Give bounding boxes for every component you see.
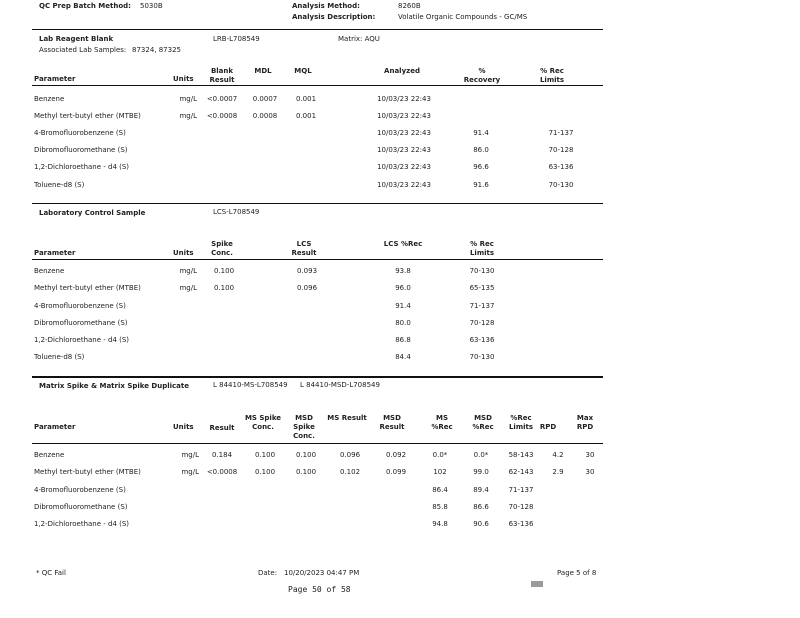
batch-method-value: 5030B [140,2,163,10]
ms-row-msd-rec: 89.4 [473,486,489,494]
lrb-title: Lab Reagent Blank [39,35,114,43]
ms-row-ms-rec: 0.0* [432,451,448,459]
qc-fail-note: * QC Fail [36,569,66,577]
footer-page-short: Page 5 of 8 [557,569,597,577]
analysis-description-value: Volatile Organic Compounds - GC/MS [398,13,528,21]
ms-row-param: Dibromofluoromethane (S) [34,503,128,511]
ms-col-result: Result [209,424,235,432]
lrb-row-param: Methyl tert-butyl ether (MTBE) [34,112,141,120]
ms-col-ms-spike: MS Spike [244,414,282,422]
lrb-row-mql: 0.001 [295,112,317,120]
analysis-description-label: Analysis Description: [292,13,376,21]
lrb-row-analyzed: 10/03/23 22:43 [377,112,431,120]
ms-col-msd-rec-1: MSD [474,414,492,422]
lrb-col-pct: % [478,67,486,75]
ms-row-msd-rec: 99.0 [473,468,489,476]
lrb-col-pct-rec: % Rec [540,67,564,75]
ms-row-ms-rec: 102 [433,468,447,476]
ms-col-ms-conc: Conc. [252,423,274,431]
analysis-method-label: Analysis Method: [292,2,360,10]
ms-row-ms-result: 0.096 [339,451,361,459]
lcs-col-pct-rec: % Rec [470,240,494,248]
lcs-header-rule [32,259,603,260]
ms-row-param: Benzene [34,451,65,459]
lcs-row-param: Methyl tert-butyl ether (MTBE) [34,284,141,292]
lrb-row-analyzed: 10/03/23 22:43 [377,129,431,137]
ms-col-units: Units [173,423,194,431]
lcs-end-rule [32,376,603,378]
lrb-row-rec: 91.4 [473,129,489,137]
ms-col-rec-limits-1: %Rec [510,414,532,422]
ms-row-ms-result: 0.102 [339,468,361,476]
ms-row-limits: 63-136 [508,520,534,528]
ms-row-param: 4-Bromofluorobenzene (S) [34,486,126,494]
lcs-row-param: Benzene [34,267,65,275]
ms-col-msd: MSD [295,414,313,422]
lcs-row-limits: 70-130 [469,353,495,361]
ms-row-ms-rec: 94.8 [432,520,448,528]
lrb-row-analyzed: 10/03/23 22:43 [377,163,431,171]
lcs-row-param: Toluene-d8 (S) [34,353,85,361]
lcs-title: Laboratory Control Sample [39,209,146,217]
lrb-row-analyzed: 10/03/23 22:43 [377,146,431,154]
ms-col-ms-rec-2: %Rec [431,423,453,431]
footer-date-value: 10/20/2023 04:47 PM [284,569,360,577]
ms-col-msd-result-2: Result [379,423,405,431]
lrb-row-units: mg/L [179,112,197,120]
lrb-col-blank: Blank [210,67,234,75]
lrb-col-mql: MQL [294,67,312,75]
ms-id: L 84410-MS-L708549 [213,381,288,389]
lrb-row-limits: 71-137 [548,129,574,137]
lcs-col-lcs: LCS [296,240,312,248]
lcs-row-rec: 86.8 [395,336,411,344]
ms-row-msd-rec: 86.6 [473,503,489,511]
ms-row-rpd: 2.9 [552,468,564,476]
ms-col-ms-rec-1: MS [435,414,449,422]
ms-col-msd-conc: Conc. [293,432,315,440]
ms-row-msd-rec: 90.6 [473,520,489,528]
lrb-col-mdl: MDL [254,67,272,75]
lcs-row-limits: 70-130 [469,267,495,275]
ms-row-max-rpd: 30 [585,468,595,476]
batch-method-label: QC Prep Batch Method: [39,2,131,10]
lcs-col-lcs-rec: LCS %Rec [383,240,423,248]
ms-col-parameter: Parameter [34,423,76,431]
lrb-col-parameter: Parameter [34,75,76,83]
lrb-col-result: Result [209,76,235,84]
lrb-row-rec: 91.6 [473,181,489,189]
lcs-col-limits: Limits [469,249,495,257]
lcs-row-param: 4-Bromofluorobenzene (S) [34,302,126,310]
lcs-row-param: 1,2-Dichloroethane - d4 (S) [34,336,130,344]
lrb-row-limits: 70-128 [548,146,574,154]
lrb-row-param: Dibromofluoromethane (S) [34,146,128,154]
lrb-row-rec: 86.0 [473,146,489,154]
lrb-row-result: <0.0008 [206,112,238,120]
lcs-row-result: 0.093 [296,267,318,275]
ms-row-limits: 58-143 [508,451,534,459]
lrb-col-limits: Limits [539,76,565,84]
lcs-row-rec: 96.0 [395,284,411,292]
lrb-row-analyzed: 10/03/23 22:43 [377,95,431,103]
lcs-col-result: Result [291,249,317,257]
lcs-row-rec: 84.4 [395,353,411,361]
lcs-row-limits: 65-135 [469,284,495,292]
analysis-method-value: 8260B [398,2,421,10]
ms-col-max-rpd-1: Max [576,414,594,422]
lcs-col-units: Units [173,249,194,257]
lcs-row-units: mg/L [179,284,197,292]
lrb-end-rule [32,203,603,204]
lrb-row-param: Benzene [34,95,65,103]
lrb-row-mdl: 0.0007 [252,95,278,103]
lcs-row-limits: 70-128 [469,319,495,327]
lcs-row-spike: 0.100 [213,267,235,275]
lrb-col-units: Units [173,75,194,83]
ms-col-msd-rec-2: %Rec [472,423,494,431]
scanner-stamp-mark [531,581,543,587]
ms-col-max-rpd-2: RPD [576,423,594,431]
lrb-row-limits: 70-130 [548,181,574,189]
msd-id: L 84410-MSD-L708549 [300,381,380,389]
ms-row-units: mg/L [181,468,199,476]
lrb-assoc-label: Associated Lab Samples: [39,46,127,54]
lrb-row-rec: 96.6 [473,163,489,171]
ms-col-msd-spike: Spike [293,423,315,431]
lrb-row-param: Toluene-d8 (S) [34,181,85,189]
ms-row-ms-spike: 0.100 [254,451,276,459]
lrb-row-mql: 0.001 [295,95,317,103]
ms-row-msd-spike: 0.100 [295,468,317,476]
ms-row-msd-rec: 0.0* [473,451,489,459]
lrb-row-param: 4-Bromofluorobenzene (S) [34,129,126,137]
lcs-row-rec: 93.8 [395,267,411,275]
lcs-row-result: 0.096 [296,284,318,292]
ms-row-limits: 62-143 [508,468,534,476]
ms-row-ms-rec: 86.4 [432,486,448,494]
ms-row-param: 1,2-Dichloroethane - d4 (S) [34,520,130,528]
lcs-id: LCS-L708549 [213,208,260,216]
ms-row-limits: 71-137 [508,486,534,494]
ms-row-result: 0.184 [211,451,233,459]
ms-col-rec-limits-2: Limits [508,423,534,431]
ms-row-msd-result: 0.099 [385,468,407,476]
lcs-row-limits: 71-137 [469,302,495,310]
ms-col-msd-result-1: MSD [383,414,401,422]
lrb-assoc-value: 87324, 87325 [132,46,181,54]
ms-row-ms-rec: 85.8 [432,503,448,511]
lcs-row-rec: 91.4 [395,302,411,310]
ms-row-result: <0.0008 [206,468,238,476]
lcs-col-parameter: Parameter [34,249,76,257]
lrb-id: LRB-L708549 [213,35,260,43]
ms-row-msd-result: 0.092 [385,451,407,459]
lrb-row-param: 1,2-Dichloroethane - d4 (S) [34,163,130,171]
ms-title: Matrix Spike & Matrix Spike Duplicate [39,382,189,390]
lcs-row-rec: 80.0 [395,319,411,327]
lcs-row-limits: 63-136 [469,336,495,344]
ms-row-units: mg/L [181,451,199,459]
ms-row-rpd: 4.2 [552,451,564,459]
lcs-row-units: mg/L [179,267,197,275]
lcs-col-spike: Spike [211,240,233,248]
lcs-col-conc: Conc. [211,249,233,257]
lrb-row-mdl: 0.0008 [252,112,278,120]
lrb-row-units: mg/L [179,95,197,103]
ms-row-limits: 70-128 [508,503,534,511]
lrb-col-analyzed: Analyzed [384,67,420,75]
footer-date-label: Date: [258,569,278,577]
footer-page-long: Page 50 of 58 [288,585,351,594]
lrb-row-analyzed: 10/03/23 22:43 [377,181,431,189]
header-divider [32,29,603,30]
lrb-row-result: <0.0007 [206,95,238,103]
lcs-row-spike: 0.100 [213,284,235,292]
lrb-matrix: Matrix: AQU [338,35,380,43]
lrb-col-recovery: Recovery [463,76,501,84]
ms-row-max-rpd: 30 [585,451,595,459]
ms-row-msd-spike: 0.100 [295,451,317,459]
lcs-row-param: Dibromofluoromethane (S) [34,319,128,327]
ms-col-rpd: RPD [539,423,557,431]
lrb-header-rule [32,85,603,86]
ms-col-ms-result: MS Result [327,414,367,422]
ms-header-rule [32,443,603,444]
ms-row-param: Methyl tert-butyl ether (MTBE) [34,468,141,476]
ms-row-ms-spike: 0.100 [254,468,276,476]
lrb-row-limits: 63-136 [548,163,574,171]
